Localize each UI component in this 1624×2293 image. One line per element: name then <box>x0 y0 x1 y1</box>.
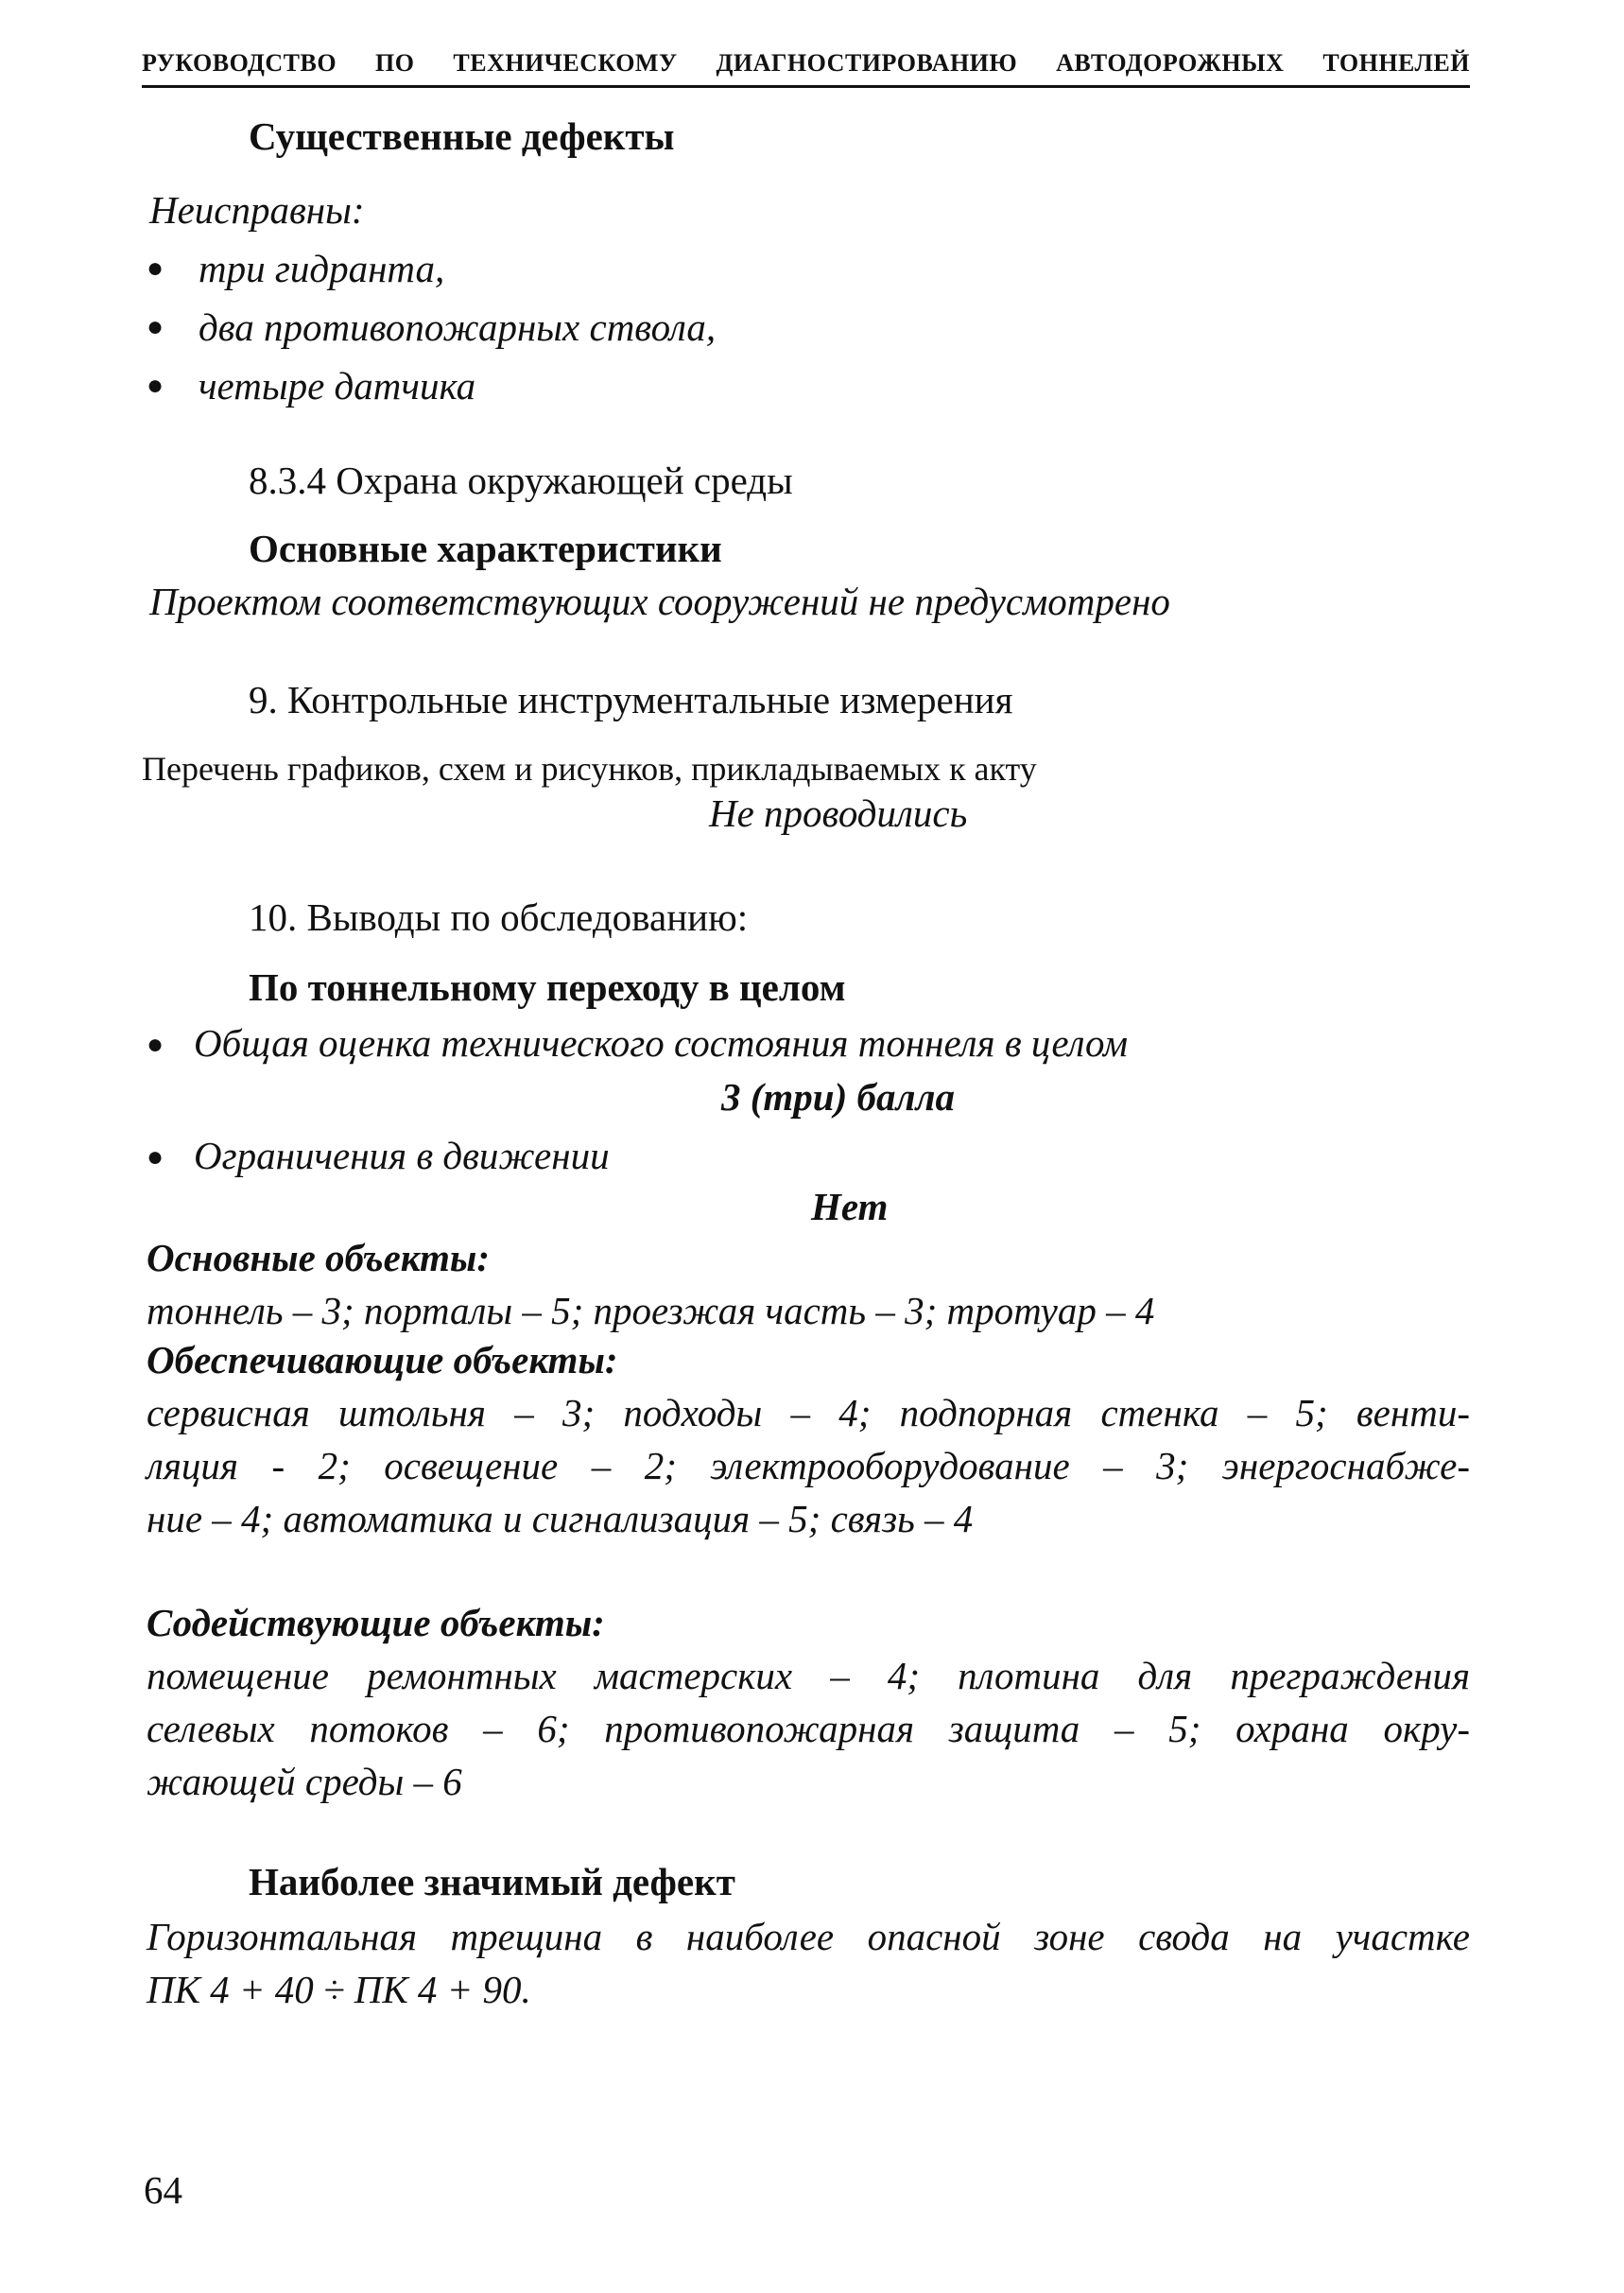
environment-text: Проектом соответствующих сооружений не предусмотрено <box>149 580 1170 623</box>
defects-intro: Неисправны: <box>149 188 365 232</box>
support-objects-line: ние – 4; автоматика и сигнализация – 5; связь – 4 <box>147 1497 974 1540</box>
assisting-objects-title: Содействующие объекты: <box>147 1601 605 1644</box>
support-objects-line: сервисная штольня – 3; подходы – 4; подпорная стенка – 5; венти- <box>147 1391 1470 1434</box>
measurements-heading: 9. Контрольные инструментальные измерения <box>249 678 1013 721</box>
bullet-icon: ● <box>147 370 164 401</box>
bullet-icon: ● <box>147 1029 164 1060</box>
page-number: 64 <box>144 2168 182 2212</box>
main-objects-title: Основные объекты: <box>147 1236 491 1279</box>
measurements-label: Перечень графиков, схем и рисунков, прикладываемых к акту <box>142 750 1037 788</box>
restrictions-value: Нет <box>811 1185 889 1228</box>
defects-heading: Существенные дефекты <box>249 114 675 158</box>
overall-assessment-label: Общая оценка технического состояния тоннеля в целом <box>194 1021 1129 1065</box>
assisting-objects-line: помещение ремонтных мастерских – 4; плотина для преграждения <box>147 1654 1470 1697</box>
measurements-value: Не проводились <box>709 791 968 835</box>
header-rule <box>142 85 1470 88</box>
support-objects-title: Обеспечивающие объекты: <box>147 1338 618 1381</box>
bullet-icon: ● <box>147 1141 164 1173</box>
assisting-objects-line: жающей среды – 6 <box>147 1760 462 1803</box>
overall-assessment-value: 3 (три) балла <box>721 1075 956 1119</box>
bullet-icon: ● <box>147 252 164 284</box>
main-defect-line: ПК 4 + 40 ÷ ПК 4 + 90. <box>147 1968 531 2011</box>
defect-item: два противопожарных ствола, <box>199 305 717 349</box>
conclusions-subheading: По тоннельному переходу в целом <box>249 965 846 1009</box>
restrictions-label: Ограничения в движении <box>194 1134 610 1177</box>
main-defect-line: Горизонтальная трещина в наиболее опасной зоне свода на участке <box>147 1915 1470 1958</box>
environment-subheading: Основные характеристики <box>249 527 722 570</box>
support-objects-line: ляция - 2; освещение – 2; электрооборудование – 3; энергоснабже- <box>147 1444 1470 1487</box>
conclusions-heading: 10. Выводы по обследованию: <box>249 895 749 939</box>
environment-heading: 8.3.4 Охрана окружающей среды <box>249 459 793 502</box>
defect-item: четыре датчика <box>199 364 476 408</box>
running-header: РУКОВОДСТВО ПО ТЕХНИЧЕСКОМУ ДИАГНОСТИРОВАНИЮ АВТОДОРОЖНЫХ ТОННЕЛЕЙ <box>142 49 1470 77</box>
main-objects-text: тоннель – 3; порталы – 5; проезжая часть – 3; тротуар – 4 <box>147 1289 1155 1332</box>
defect-item: три гидранта, <box>199 247 445 290</box>
assisting-objects-line: селевых потоков – 6; противопожарная защита – 5; охрана окру- <box>147 1707 1470 1750</box>
main-defect-heading: Наиболее значимый дефект <box>249 1860 735 1903</box>
bullet-icon: ● <box>147 311 164 342</box>
